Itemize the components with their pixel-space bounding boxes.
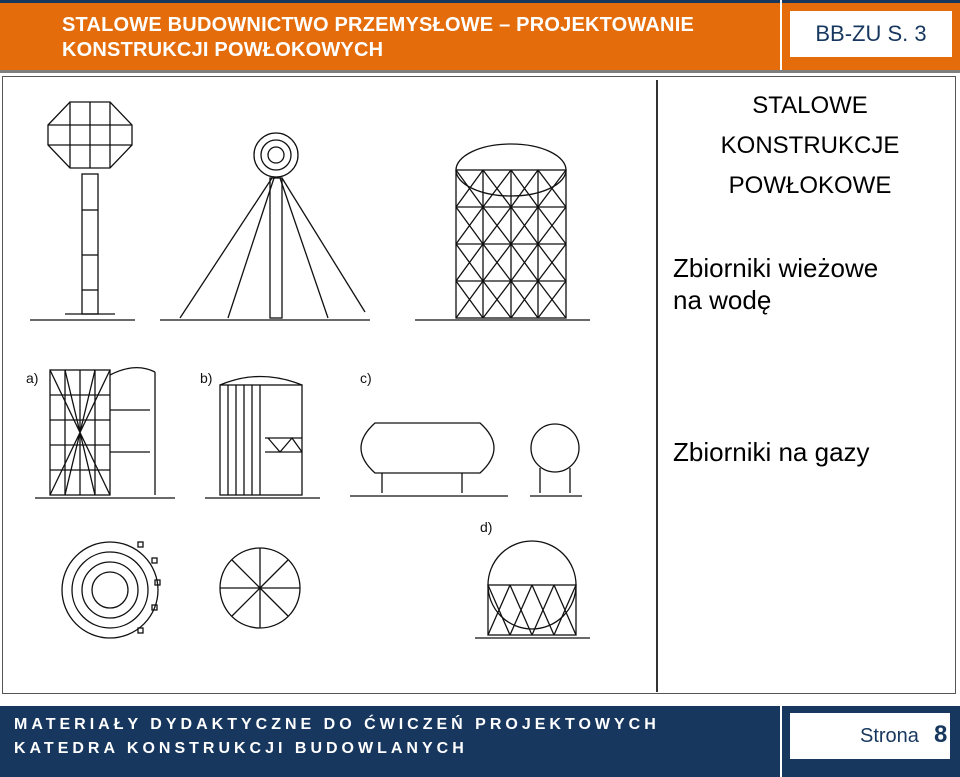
label-c: c) (360, 370, 372, 386)
tank-plan-view-rings-drawing (62, 542, 160, 638)
water-tower-guyed-drawing (160, 133, 370, 320)
title-line-1: STALOWE (752, 92, 868, 119)
label-b: b) (200, 370, 213, 386)
header-title-line1: STALOWE BUDOWNICTWO PRZEMYSŁOWE – PROJEKTOWANIE (62, 14, 694, 36)
header-code-panel (782, 0, 960, 70)
water-tower-column-drawing (30, 102, 135, 320)
gas-holder-a-drawing (35, 368, 175, 498)
section-title (660, 86, 960, 206)
water-tanks-caption (673, 252, 953, 316)
page-number: 8 (934, 721, 948, 748)
header-title (62, 13, 694, 63)
gas-holder-b-drawing (205, 377, 320, 499)
technical-drawings (10, 80, 655, 688)
document-code: BB-ZU S. 3 (790, 11, 952, 57)
title-line-3: POWŁOKOWE (728, 172, 892, 199)
label-d: d) (480, 519, 493, 535)
header-bar (0, 0, 780, 70)
footer-course-materials: MATERIAŁY DYDAKTYCZNE DO ĆWICZEŃ PROJEKTOWYCH (14, 716, 660, 733)
gas-sphere-d-drawing (475, 541, 590, 638)
gas-tank-horizontal-drawing (350, 423, 582, 496)
water-caption-line-1: Zbiorniki wieżowe (673, 253, 879, 283)
water-caption-line-2: na wodę (673, 285, 772, 315)
vertical-divider (656, 80, 658, 692)
header-title-line2: KONSTRUKCJI POWŁOKOWYCH (62, 39, 384, 61)
gas-tanks-caption: Zbiorniki na gazy (673, 437, 870, 467)
label-a: a) (26, 370, 39, 386)
title-line-2: KONSTRUKCJE (720, 132, 900, 159)
page-label: Strona (860, 725, 919, 747)
water-tower-lattice-drawing (415, 144, 590, 320)
footer-page-panel (782, 706, 960, 777)
tank-plan-view-radial-drawing (220, 548, 300, 628)
header-divider (0, 70, 960, 73)
page-indicator (790, 713, 950, 759)
footer-department: KATEDRA KONSTRUKCJI BUDOWLANYCH (14, 740, 468, 757)
